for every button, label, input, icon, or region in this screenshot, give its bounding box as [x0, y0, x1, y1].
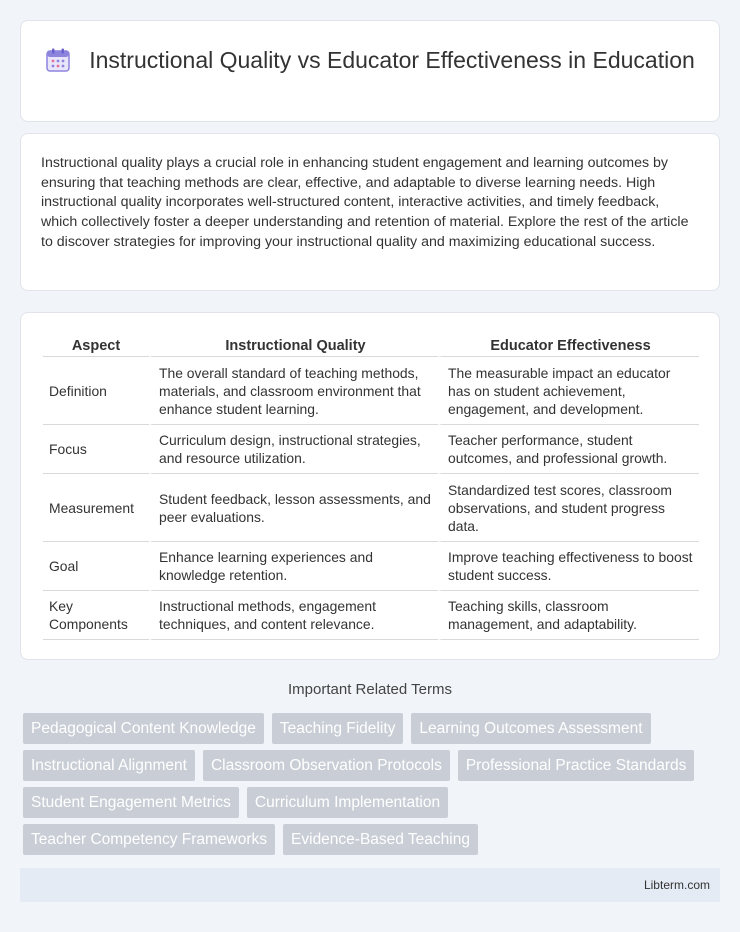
related-term-tag[interactable]: Teacher Competency Frameworks [23, 824, 275, 855]
table-header-row [43, 333, 699, 357]
related-terms-title: Important Related Terms [288, 681, 452, 698]
educator-effectiveness-cell: Standardized test scores, classroom observations, and student progress data. [438, 474, 699, 542]
comparison-table [43, 333, 699, 640]
educator-effectiveness-cell: Teacher performance, student outcomes, and professional growth. [438, 425, 699, 474]
related-term-tag[interactable]: Classroom Observation Protocols [203, 750, 450, 781]
related-terms-list [23, 713, 723, 861]
intro-paragraph: Instructional quality plays a crucial role in enhancing student engagement and learning outcomes by ensuring that teaching methods are clear, effective, and adaptable to diverse learning needs. High instructional quality incorporates well-structured content, interactive activities, and timely feedback, which collectively foster a deeper understanding and retention of material. Explore the rest of the article to discover strategies for improving your instructional quality and maximizing educational success. [41, 155, 689, 250]
aspect-cell: Goal [43, 542, 149, 591]
related-term-tag[interactable]: Learning Outcomes Assessment [411, 713, 650, 744]
instructional-quality-cell: The overall standard of teaching methods, materials, and classroom environment that enhance student learning. [149, 357, 438, 425]
title-card [20, 20, 720, 122]
instructional-quality-cell: Student feedback, lesson assessments, and peer evaluations. [149, 474, 438, 542]
footer-site-link[interactable]: Libterm.com [643, 878, 710, 892]
comparison-card [20, 312, 720, 660]
related-term-tag[interactable]: Teaching Fidelity [272, 713, 403, 744]
calendar-icon [45, 47, 71, 73]
table-row [43, 542, 699, 591]
instructional-quality-cell: Enhance learning experiences and knowledge retention. [149, 542, 438, 591]
page-title-text: Instructional Quality vs Educator Effectiveness in Education [89, 47, 695, 73]
tag-row [23, 787, 723, 818]
header-instructional-quality: Instructional Quality [149, 333, 438, 357]
aspect-cell: Measurement [43, 474, 149, 542]
header-aspect: Aspect [43, 333, 149, 357]
footer [20, 868, 720, 902]
aspect-cell: Definition [43, 357, 149, 425]
related-term-tag[interactable]: Professional Practice Standards [458, 750, 695, 781]
related-term-tag[interactable]: Student Engagement Metrics [23, 787, 239, 818]
tag-row [23, 750, 723, 781]
table-row [43, 357, 699, 425]
table-row [43, 474, 699, 542]
aspect-cell: Key Components [43, 591, 149, 640]
header-educator-effectiveness: Educator Effectiveness [438, 333, 699, 357]
educator-effectiveness-cell: Improve teaching effectiveness to boost student success. [438, 542, 699, 591]
table-row [43, 425, 699, 474]
page-title [21, 46, 719, 75]
tag-row [23, 713, 723, 744]
instructional-quality-cell: Instructional methods, engagement techniques, and content relevance. [149, 591, 438, 640]
tag-row [23, 824, 723, 855]
aspect-cell: Focus [43, 425, 149, 474]
related-term-tag[interactable]: Curriculum Implementation [247, 787, 448, 818]
educator-effectiveness-cell: Teaching skills, classroom management, and adaptability. [438, 591, 699, 640]
table-row [43, 591, 699, 640]
educator-effectiveness-cell: The measurable impact an educator has on student achievement, engagement, and development. [438, 357, 699, 425]
related-term-tag[interactable]: Evidence-Based Teaching [283, 824, 478, 855]
related-term-tag[interactable]: Pedagogical Content Knowledge [23, 713, 264, 744]
related-term-tag[interactable]: Instructional Alignment [23, 750, 195, 781]
intro-card [20, 133, 720, 291]
instructional-quality-cell: Curriculum design, instructional strategies, and resource utilization. [149, 425, 438, 474]
